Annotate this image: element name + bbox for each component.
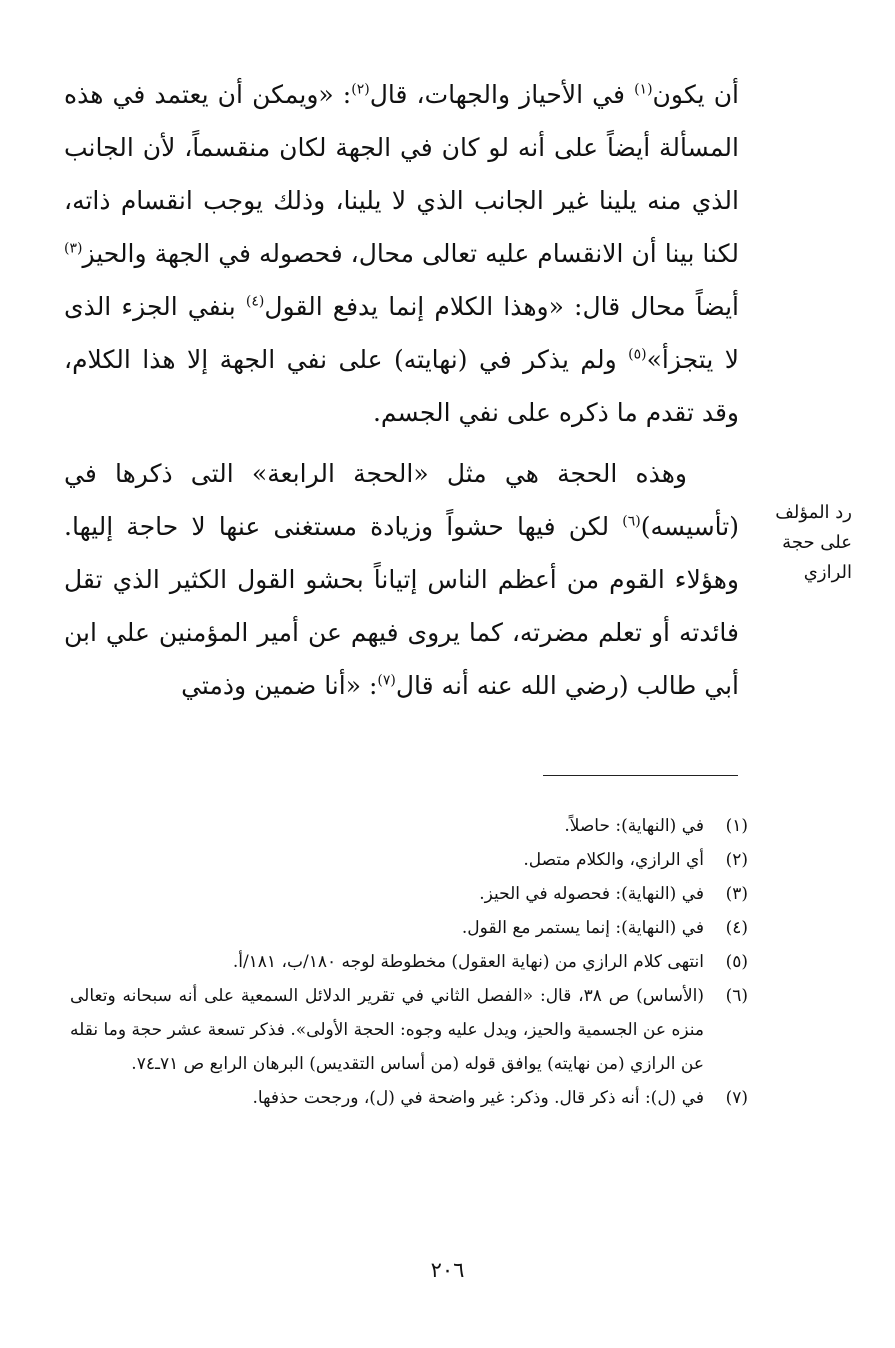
text-run: بنفي الجزء الذى لا يتجزأ» [64, 292, 739, 374]
footnotes [70, 809, 748, 1115]
footnote-ref-6: (٦) [622, 513, 641, 530]
text-run: : «أنا ضمين وذمتي [181, 671, 378, 700]
margin-note-line: على حجة [782, 532, 852, 553]
margin-note-line: رد المؤلف [775, 502, 852, 523]
footnote-item [70, 1081, 748, 1115]
footnote-separator [543, 775, 738, 776]
text-run: وهذه الحجة هي مثل «الحجة الرابعة» التى ذكرها في (تأسيسه) [64, 459, 739, 541]
text-run: أن يكون [652, 80, 739, 109]
text-run: ولم يذكر في (نهايته) على نفي الجهة إلا هذا الكلام، وقد تقدم ما ذكره على نفي الجسم. [64, 345, 739, 427]
footnote-number: (١) [725, 816, 748, 836]
footnote-item [70, 945, 748, 979]
footnote-text: أي الرازي، والكلام متصل. [523, 850, 704, 870]
footnote-ref-5: (٥) [628, 346, 647, 363]
text-run: : «ويمكن أن يعتمد في هذه المسألة أيضاً على أنه لو كان في الجهة لكان منقسماً، لأن الجانب الذي منه يلينا غير الجانب الذي لا يلينا، وذلك يوجب انقسام ذاته، لكنا بينا أن الانقسام عليه تعالى محال، فحصوله في الجهة والحيز [64, 80, 739, 268]
footnote-ref-2: (٢) [351, 81, 370, 98]
footnote-ref-7: (٧) [377, 672, 396, 689]
footnote-text: في (النهاية): حاصلاً. [564, 816, 704, 836]
footnote-item [70, 877, 748, 911]
text-run: في الأحياز والجهات، قال [369, 80, 635, 109]
main-text [64, 68, 739, 712]
footnote-text: انتهى كلام الرازي من (نهاية العقول) مخطوطة لوجه ١٨٠/ب، ١٨١/أ. [232, 952, 704, 972]
footnote-text: (الأساس) ص ٣٨، قال: «الفصل الثاني في تقرير الدلائل السمعية على أنه سبحانه وتعالى منزه عن الجسمية والحيز، ويدل عليه وجوه: الحجة الأولى». فذكر تسعة عشر حجة وما نقله عن الرازي (من نهايته) يوافق قوله (من أساس التقديس) البرهان الرابع ص ٧١ـ٧٤. [70, 986, 704, 1074]
footnote-number: (٦) [725, 986, 748, 1006]
footnote-item [70, 911, 748, 945]
footnote-item [70, 843, 748, 877]
margin-note-line: الرازي [803, 562, 852, 583]
footnote-ref-1: (١) [634, 81, 653, 98]
footnote-item [70, 809, 748, 843]
footnote-text: في (النهاية): إنما يستمر مع القول. [461, 918, 704, 938]
footnote-number: (٥) [725, 952, 748, 972]
paragraph-1 [64, 68, 739, 439]
footnote-item [70, 979, 748, 1081]
footnote-ref-3: (٣) [64, 240, 83, 257]
text-run: أيضاً محال قال: «وهذا الكلام إنما يدفع القول [264, 292, 739, 321]
footnote-text: في (النهاية): فحصوله في الحيز. [479, 884, 704, 904]
footnote-number: (٢) [725, 850, 748, 870]
paragraph-2 [64, 447, 739, 712]
footnote-number: (٣) [725, 884, 748, 904]
text-run: لكن فيها حشواً وزيادة مستغنى عنها لا حاجة إليها. وهؤلاء القوم من أعظم الناس إتياناً بحشو القول الكثير الذي تقل فائدته أو تعلم مضرته، كما يروى فيهم عن أمير المؤمنين علي ابن أبي طالب (رضي الله عنه أنه قال [64, 512, 739, 700]
footnote-text: في (ل): أنه ذكر قال. وذكر: غير واضحة في (ل)، ورجحت حذفها. [252, 1088, 704, 1108]
footnote-number: (٤) [725, 918, 748, 938]
margin-note [762, 498, 852, 588]
page-number: ٢٠٦ [430, 1258, 465, 1282]
footnote-ref-4: (٤) [245, 293, 265, 310]
footnote-number: (٧) [725, 1088, 748, 1108]
